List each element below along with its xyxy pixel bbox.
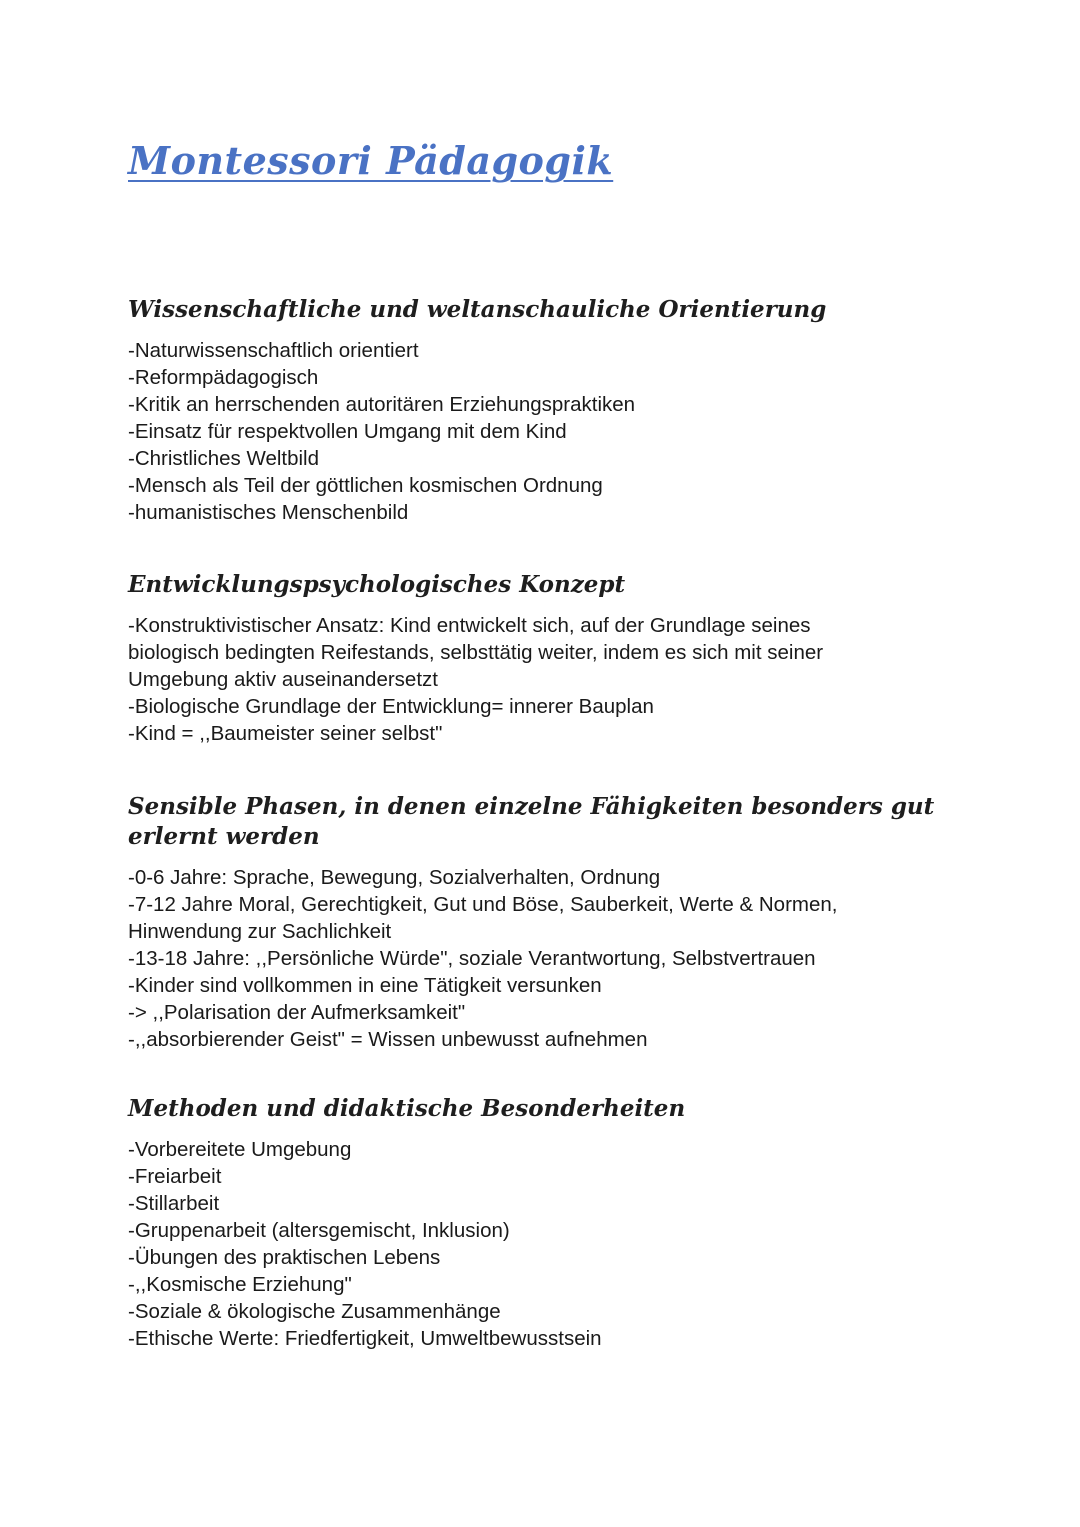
section-lines xyxy=(128,864,948,1053)
section-sensitive-phases xyxy=(128,792,948,1053)
text-line: -Ethische Werte: Friedfertigkeit, Umweltbewusstsein xyxy=(128,1327,602,1350)
text-line: -,,absorbierender Geist" = Wissen unbewusst aufnehmen xyxy=(128,1028,648,1051)
text-line: -Biologische Grundlage der Entwicklung= innerer Bauplan xyxy=(128,695,654,718)
text-line: -Kinder sind vollkommen in eine Tätigkeit versunken xyxy=(128,974,602,997)
text-line: -Reformpädagogisch xyxy=(128,366,319,389)
text-line: -Stillarbeit xyxy=(128,1192,220,1215)
section-heading: Wissenschaftliche und weltanschauliche Orientierung xyxy=(128,296,827,323)
text-line: -> ,,Polarisation der Aufmerksamkeit" xyxy=(128,1001,466,1024)
section-lines xyxy=(128,337,948,526)
text-line: biologisch bedingten Reifestands, selbsttätig weiter, indem es sich mit seiner xyxy=(128,641,824,664)
text-line: -Gruppenarbeit (altersgemischt, Inklusion) xyxy=(128,1219,510,1242)
page-title: Montessori Pädagogik xyxy=(128,138,614,183)
section-heading: Methoden und didaktische Besonderheiten xyxy=(128,1095,686,1122)
text-line: Hinwendung zur Sachlichkeit xyxy=(128,920,392,943)
section-lines xyxy=(128,612,948,747)
section-heading: Entwicklungspsychologisches Konzept xyxy=(128,571,626,598)
text-line: Umgebung aktiv auseinandersetzt xyxy=(128,668,438,691)
text-line: -Naturwissenschaftlich orientiert xyxy=(128,339,419,362)
section-heading: Sensible Phasen, in denen einzelne Fähigkeiten besonders gut erlernt werden xyxy=(128,793,935,850)
text-line: -Kind = ,,Baumeister seiner selbst" xyxy=(128,722,443,745)
text-line: -Soziale & ökologische Zusammenhänge xyxy=(128,1300,501,1323)
text-line: -,,Kosmische Erziehung" xyxy=(128,1273,352,1296)
text-line: -Mensch als Teil der göttlichen kosmischen Ordnung xyxy=(128,474,603,497)
text-line: -Freiarbeit xyxy=(128,1165,222,1188)
text-line: -Vorbereitete Umgebung xyxy=(128,1138,352,1161)
section-lines xyxy=(128,1136,948,1352)
text-line: -humanistisches Menschenbild xyxy=(128,501,409,524)
text-line: -Konstruktivistischer Ansatz: Kind entwickelt sich, auf der Grundlage seines xyxy=(128,614,811,637)
section-methods xyxy=(128,1094,948,1352)
text-line: -Kritik an herrschenden autoritären Erziehungspraktiken xyxy=(128,393,636,416)
text-line: -7-12 Jahre Moral, Gerechtigkeit, Gut und Böse, Sauberkeit, Werte & Normen, xyxy=(128,893,838,916)
text-line: -Übungen des praktischen Lebens xyxy=(128,1246,441,1269)
section-orientation xyxy=(128,295,948,526)
text-line: -Christliches Weltbild xyxy=(128,447,320,470)
text-line: -13-18 Jahre: ,,Persönliche Würde", soziale Verantwortung, Selbstvertrauen xyxy=(128,947,816,970)
text-line: -0-6 Jahre: Sprache, Bewegung, Sozialverhalten, Ordnung xyxy=(128,866,661,889)
section-development-concept xyxy=(128,570,948,747)
text-line: -Einsatz für respektvollen Umgang mit dem Kind xyxy=(128,420,567,443)
